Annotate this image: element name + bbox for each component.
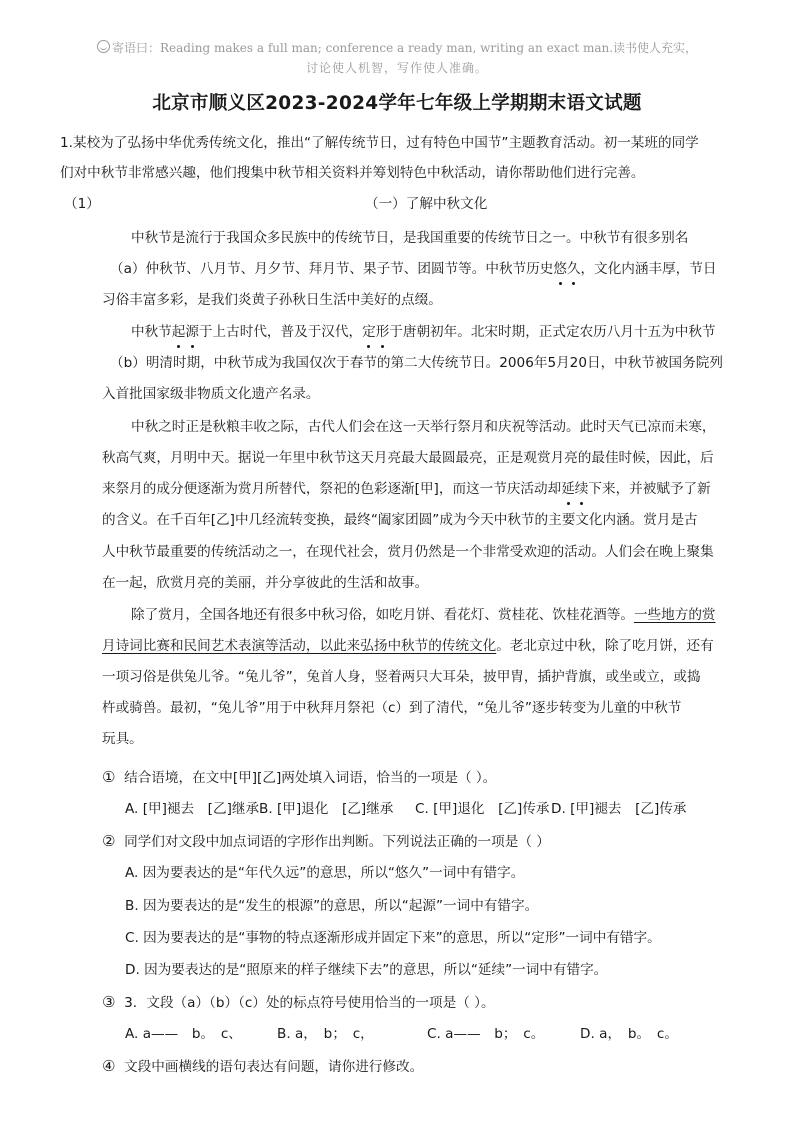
passage-p2-line-1: 中秋节起源于上古时代，普及于汉代，定形于唐朝初年。北宋时期，正式定农历八月十五为中秋节 <box>131 324 716 340</box>
passage-p3-line-2: 秋高气爽，月明中天。据说一年里中秋节这天月亮最大最圆最亮，正是观赏月亮的最佳时候，因此，后 <box>102 450 714 466</box>
option-c: C. [甲]退化 [乙]传承 <box>415 801 550 817</box>
header-motto <box>40 38 754 78</box>
passage-p3-line-4: 的含义。在千百年[乙]中几经流转变换，最终“阖家团圆”成为今天中秋节的主要文化内涵。赏月是古 <box>102 512 698 528</box>
passage-p2-line-3: 入首批国家级非物质文化遗产名录。 <box>102 386 320 402</box>
passage-p3-line-6: 在一起，欣赏月亮的美丽，并分享彼此的生活和故事。 <box>102 575 429 591</box>
question-intro-line-2: 们对中秋节非常感兴趣，他们搜集中秋节相关资料并筹划特色中秋活动，请你帮助他们进行完善。 <box>60 165 645 181</box>
subquestion-2-option-b: B. 因为要表达的是“发生的根源”的意思，所以“起源”一词中有错字。 <box>125 898 539 914</box>
subquestion-1-options <box>125 799 686 819</box>
passage-p1-line-1: 中秋节是流行于我国众多民族中的传统节日，是我国重要的传统节日之一。中秋节有很多别名 <box>131 230 689 246</box>
subquestion-3: ③ 3．文段（a）（b）（c）处的标点符号使用恰当的一项是（ ）。 <box>102 993 495 1011</box>
section-heading: （一）了解中秋文化 <box>365 196 488 212</box>
question-number: ③ <box>102 993 116 1011</box>
subquestion-4: ④ 文段中画横线的语句表达有问题，请你进行修改。 <box>102 1057 424 1075</box>
part-number: （1） <box>64 196 100 212</box>
motto-line-2: 讨论使人机智，写作使人准确。 <box>305 61 488 75</box>
option-c: C. a—— b； c。 <box>427 1026 545 1042</box>
option-a: A. [甲]褪去 [乙]继承 <box>125 801 260 817</box>
dotted-char: 延 <box>561 481 575 497</box>
passage-p4-line-2: 月诗词比赛和民间艺术表演等活动，以此来弘扬中秋节的传统文化。老北京过中秋，除了吃月饼，还有 <box>102 638 714 654</box>
dotted-char: 形 <box>375 324 390 340</box>
passage-p1-line-3: 习俗丰富多彩，是我们炎黄子孙秋日生活中美好的点缀。 <box>102 292 442 308</box>
passage-p4-line-3: 一项习俗是供兔儿爷。“兔儿爷”，兔首人身，竖着两只大耳朵，披甲胄，插护背旗，或坐或立，或捣 <box>102 669 701 685</box>
passage-p3-line-5: 人中秋节最重要的传统活动之一，在现代社会，赏月仍然是一个非常受欢迎的活动。人们会在晚上聚集 <box>102 544 714 560</box>
subquestion-2: ② 同学们对文段中加点词语的字形作出判断。下列说法正确的一项是（ ） <box>102 832 550 850</box>
option-d: D. a， b。 c。 <box>580 1026 678 1042</box>
dotted-char: 悠 <box>553 261 567 277</box>
question-intro-line-1: 1.某校为了弘扬中华优秀传统文化，推出“了解传统节日，过有特色中国节”主题教育活动。初一某班的同学 <box>60 135 699 151</box>
question-number: ④ <box>102 1057 116 1075</box>
dotted-char: 续 <box>574 481 589 497</box>
option-b: B. [甲]退化 [乙]继承 <box>259 801 394 817</box>
question-number: ② <box>102 832 116 850</box>
subquestion-2-option-d: D. 因为要表达的是“照原来的样子继续下去”的意思，所以“延续”一词中有错字。 <box>125 962 608 978</box>
option-a: A. a—— b。 c、 <box>125 1026 242 1042</box>
underlined-sentence: 一些地方的赏 <box>633 607 716 623</box>
passage-p4-line-5: 玩具。 <box>102 731 143 747</box>
subquestion-1: ① 结合语境，在文中[甲][乙]两处填入词语，恰当的一项是（ ）。 <box>102 768 497 786</box>
passage-p3-line-3: 来祭月的成分便逐渐为赏月所替代，祭祀的色彩逐渐[甲]，而这一节庆活动却延续下来，并被赋予了新 <box>102 481 711 497</box>
subquestion-2-option-c: C. 因为要表达的是“事物的特点逐渐形成并固定下来”的意思，所以“定形”一词中有错字。 <box>125 930 661 946</box>
motto-line-1: 寄语曰：Reading makes a full man; conference a ready man, writing an exact man.读书使人充实， <box>40 38 754 58</box>
page-title: 北京市顺义区2023-2024学年七年级上学期期末语文试题 <box>152 93 642 114</box>
dotted-char: 源 <box>185 324 199 340</box>
passage-p4-line-1: 除了赏月，全国各地还有很多中秋习俗，如吃月饼、看花灯、赏桂花、饮桂花酒等。一些地方的赏 <box>131 607 716 623</box>
option-d: D. [甲]褪去 [乙]传承 <box>551 801 687 817</box>
smiley-icon <box>97 40 110 53</box>
passage-p3-line-1: 中秋之时正是秋粮丰收之际，古代人们会在这一天举行祭月和庆祝等活动。此时天气已凉而未寒， <box>131 419 716 435</box>
underlined-sentence: 月诗词比赛和民间艺术表演等活动，以此来弘扬中秋节的传统文化 <box>102 638 497 654</box>
subquestion-2-option-a: A. 因为要表达的是“年代久远”的意思，所以“悠久”一词中有错字。 <box>125 865 525 881</box>
passage-p4-line-4: 杵或骑兽。最初，“兔儿爷”用于中秋拜月祭祀（c）到了清代，“兔儿爷”逐步转变为儿童的中秋节 <box>102 700 682 716</box>
dotted-char: 定 <box>362 324 376 340</box>
question-number: ① <box>102 768 116 786</box>
passage-p2-line-2: （b）明清时期，中秋节成为我国仅次于春节的第二大传统节日。2006年5月20日，中秋节被国务院列 <box>110 355 723 371</box>
passage-p1-line-2: （a）仲秋节、八月节、月夕节、拜月节、果子节、团圆节等。中秋节历史悠久，文化内涵丰厚，节日 <box>110 261 717 277</box>
option-b: B. a， b； c， <box>277 1026 374 1042</box>
dotted-char: 起 <box>171 324 186 340</box>
subquestion-3-options <box>125 1024 678 1044</box>
dotted-char: 久 <box>566 261 581 277</box>
